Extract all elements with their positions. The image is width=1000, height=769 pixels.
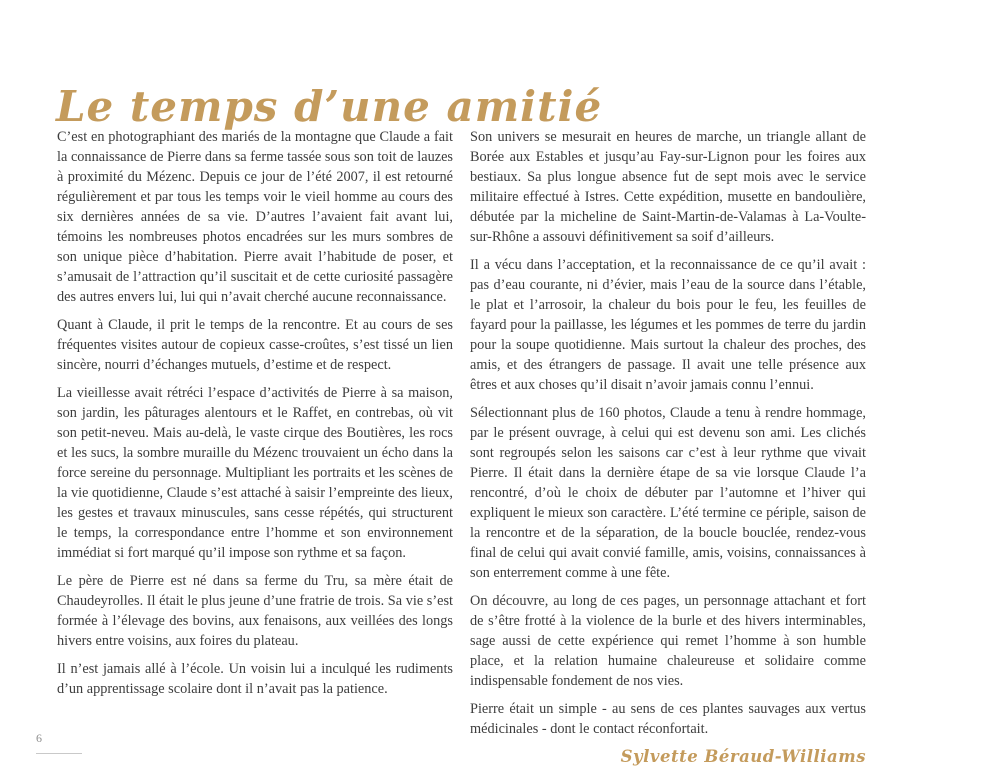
left-column — [57, 127, 453, 766]
page-number: 6 — [36, 731, 42, 745]
paragraph: Il a vécu dans l’acceptation, et la reconnaissance de ce qu’il avait : pas d’eau courante, ni d’évier, mais l’eau de la source dans l’étable, le plat et l’arrosoir, la chaleur du bois pour le feu, les feuilles de fayard pour la paillasse, les légumes et les pommes de terre du jardin pour la soupe quotidienne. Mais surtout la chaleur des proches, des amis, et des étrangers de passage. Il avait une telle présence aux êtres et aux choses qu’il disait n’avoir jamais connu l’ennui. — [470, 257, 866, 393]
paragraph: Il n’est jamais allé à l’école. Un voisin lui a inculqué les rudiments d’un apprentissage scolaire dont il n’avait pas la patience. — [57, 661, 453, 697]
paragraph: Quant à Claude, il prit le temps de la rencontre. Et au cours de ses fréquentes visites autour de copieux casse-croûtes, s’est tissé un lien sincère, nourri d’échanges mutuels, d’estime et de respect. — [57, 317, 453, 373]
right-column-paragraphs — [470, 127, 866, 739]
paragraph: Sélectionnant plus de 160 photos, Claude a tenu à rendre hommage, par le présent ouvrage, à celui qui est devenu son ami. Les clichés sont regroupés selon les saisons car c’est à leur rythme que vivait Pierre. Il était dans la dernière étape de sa vie lorsque Claude l’a rencontré, d’où le choix de débuter par l’automne et l’hiver qui expliquent le mieux son caractère. L’été termine ce périple, saison de la rencontre et de la séparation, de la boucle bouclée, rendez-vous final de celui qui avait convié famille, amis, voisins, connaissances à son enterrement comme à une fête. — [470, 405, 866, 581]
paragraph: Pierre était un simple - au sens de ces plantes sauvages aux vertus médicinales - dont le contact réconfortait. — [470, 701, 866, 737]
paragraph: C’est en photographiant des mariés de la montagne que Claude a fait la connaissance de Pierre dans sa ferme tassée sous son toit de lauzes à proximité du Mézenc. Depuis ce jour de l’été 2007, il est retourné régulièrement et par tous les temps voir le vieil homme au cours des six dernières années de sa vie. D’autres l’avaient fait avant lui, témoins les nombreuses photos encadrées sur les murs sombres de son unique pièce d’habitation. Pierre avait l’habitude de poser, et s’amusait de l’attraction qu’il suscitait et de cette curiosité passagère des autres envers lui, lui qui n’avait cherché aucune reconnaissance. — [57, 129, 453, 305]
page-title: Le temps d’une amitié — [56, 82, 603, 132]
right-column — [470, 127, 866, 766]
author-signature: Sylvette Béraud-Williams — [620, 747, 866, 766]
paragraph: Son univers se mesurait en heures de marche, un triangle allant de Borée aux Estables et jusqu’au Fay-sur-Lignon pour les foires aux bestiaux. Sa plus longue absence fut de sept mois avec le service militaire effectué à Istres. Cette expédition, musette en bandoulière, débutée par la micheline de Saint-Martin-de-Valamas à La-Voulte-sur-Rhône a assouvi définitivement sa soif d’ailleurs. — [470, 129, 866, 245]
footer-rule — [36, 753, 82, 754]
text-columns — [57, 127, 867, 766]
paragraph: Le père de Pierre est né dans sa ferme du Tru, sa mère était de Chaudeyrolles. Il était le plus jeune d’une fratrie de trois. Sa vie s’est formée à l’élevage des bovins, aux fenaisons, aux veillées des longs hivers entre voisins, aux foires du plateau. — [57, 573, 453, 649]
paragraph: La vieillesse avait rétréci l’espace d’activités de Pierre à sa maison, son jardin, les pâturages alentours et le Raffet, en contrebas, où vit son petit-neveu. Mais au-delà, le vaste cirque des Boutières, les rocs et les sucs, la sombre muraille du Mézenc trouvaient un écho dans la force sereine du personnage. Multipliant les portraits et les scènes de la vie quotidienne, Claude s’est attaché à saisir l’empreinte des lieux, les gestes et travaux minuscules, sans cesse répétés, qui structurent le temps, la correspondance entre l’homme et son environnement immédiat si fort marqué qu’il impose son rythme et sa façon. — [57, 385, 453, 561]
paragraph: On découvre, au long de ces pages, un personnage attachant et fort de s’être frotté à la violence de la burle et des hivers interminables, sage aussi de cette expérience qui remet l’homme à son humble place, et la relation humaine chaleureuse et solidaire comme indispensable fondement de nos vies. — [470, 593, 866, 689]
